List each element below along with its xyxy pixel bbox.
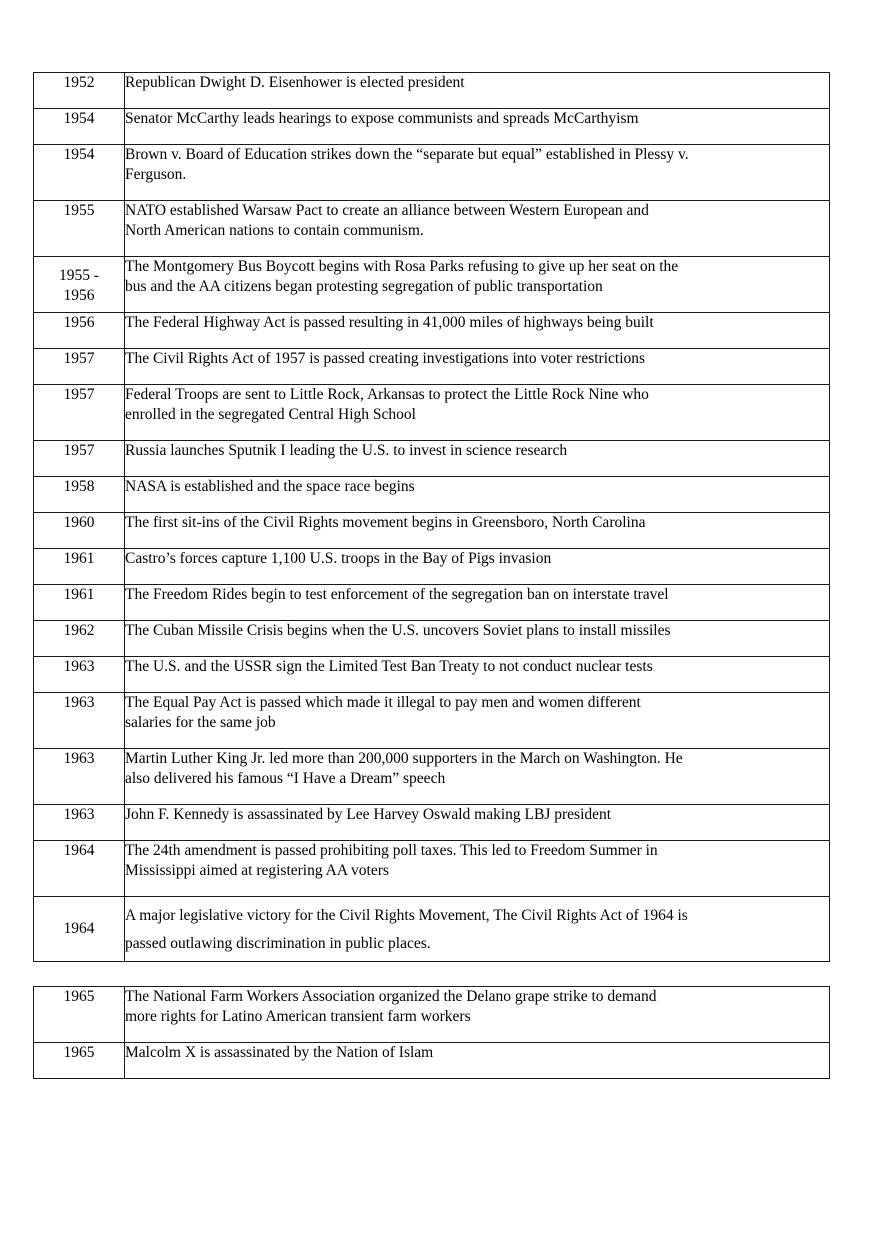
event-text: The Montgomery Bus Boycott begins with Rosa Parks refusing to give up her seat on the bus and the AA citizens began protesting segregation of public transportation [125, 258, 679, 295]
event-text: The 24th amendment is passed prohibiting poll taxes. This led to Freedom Summer in Mississippi aimed at registering AA voters [125, 842, 658, 879]
event-text: The Cuban Missile Crisis begins when the U.S. uncovers Soviet plans to install missiles [125, 622, 671, 639]
table-row [34, 73, 830, 109]
table-row [34, 897, 830, 962]
timeline-table [33, 72, 830, 962]
event-text: The Civil Rights Act of 1957 is passed creating investigations into voter restrictions [125, 350, 646, 367]
event-cell [125, 349, 830, 385]
year-cell: 1962 [34, 621, 125, 657]
year-cell: 1957 [34, 441, 125, 477]
table-row [34, 313, 830, 349]
table-row [34, 657, 830, 693]
year-cell: 1961 [34, 549, 125, 585]
event-cell [125, 109, 830, 145]
event-text: Malcolm X is assassinated by the Nation of Islam [125, 1044, 434, 1061]
event-text: Castro’s forces capture 1,100 U.S. troops in the Bay of Pigs invasion [125, 550, 552, 567]
event-cell [125, 621, 830, 657]
event-cell [125, 805, 830, 841]
table-row [34, 257, 830, 313]
year-cell: 1956 [34, 313, 125, 349]
year-cell: 1964 [34, 897, 125, 962]
table-row [34, 805, 830, 841]
event-cell [125, 549, 830, 585]
table-row [34, 841, 830, 897]
year-cell: 1965 [34, 1043, 125, 1079]
table-row [34, 987, 830, 1043]
event-text: Russia launches Sputnik I leading the U.S. to invest in science research [125, 442, 568, 459]
event-text: The Federal Highway Act is passed resulting in 41,000 miles of highways being built [125, 314, 654, 331]
year-cell: 1954 [34, 109, 125, 145]
year-cell: 1964 [34, 841, 125, 897]
table-row [34, 441, 830, 477]
year-cell: 1963 [34, 693, 125, 749]
table-row [34, 549, 830, 585]
timeline-table-continued [33, 986, 830, 1079]
table-row [34, 349, 830, 385]
event-cell [125, 513, 830, 549]
table-row [34, 145, 830, 201]
event-text: Senator McCarthy leads hearings to expose communists and spreads McCarthyism [125, 110, 639, 127]
year-cell: 1955 - 1956 [34, 257, 125, 313]
year-cell: 1963 [34, 657, 125, 693]
year-cell: 1955 [34, 201, 125, 257]
table-row [34, 201, 830, 257]
event-cell [125, 749, 830, 805]
event-cell [125, 841, 830, 897]
event-text: John F. Kennedy is assassinated by Lee Harvey Oswald making LBJ president [125, 806, 612, 823]
event-text: Federal Troops are sent to Little Rock, Arkansas to protect the Little Rock Nine who enrolled in the segregated Central High School [125, 386, 649, 423]
event-cell [125, 385, 830, 441]
event-cell [125, 313, 830, 349]
year-cell: 1965 [34, 987, 125, 1043]
event-cell [125, 201, 830, 257]
event-cell [125, 657, 830, 693]
event-text: Martin Luther King Jr. led more than 200,000 supporters in the March on Washington. He also delivered his famous “I Have a Dream” speech [125, 750, 683, 787]
event-text: The Freedom Rides begin to test enforcement of the segregation ban on interstate travel [125, 586, 669, 603]
event-cell [125, 693, 830, 749]
event-text: Republican Dwight D. Eisenhower is elected president [125, 74, 465, 91]
event-cell [125, 145, 830, 201]
year-cell: 1952 [34, 73, 125, 109]
table-row [34, 477, 830, 513]
event-cell [125, 441, 830, 477]
event-cell [125, 897, 830, 962]
event-text: The U.S. and the USSR sign the Limited Test Ban Treaty to not conduct nuclear tests [125, 658, 653, 675]
table-row [34, 109, 830, 145]
event-text: The Equal Pay Act is passed which made it illegal to pay men and women different salaries for the same job [125, 694, 641, 731]
year-cell: 1960 [34, 513, 125, 549]
event-text: Brown v. Board of Education strikes down the “separate but equal” established in Plessy v. Ferguson. [125, 146, 689, 183]
event-cell [125, 477, 830, 513]
event-cell [125, 257, 830, 313]
event-cell [125, 987, 830, 1043]
table-row [34, 385, 830, 441]
table-row [34, 693, 830, 749]
year-cell: 1954 [34, 145, 125, 201]
event-cell [125, 73, 830, 109]
event-text: The National Farm Workers Association organized the Delano grape strike to demand more rights for Latino American transient farm workers [125, 988, 657, 1025]
year-cell: 1957 [34, 349, 125, 385]
year-cell: 1957 [34, 385, 125, 441]
table-row [34, 1043, 830, 1079]
event-text: A major legislative victory for the Civil Rights Movement, The Civil Rights Act of 1964 is passed outlawing discrimination in public places. [125, 907, 688, 952]
table-row [34, 749, 830, 805]
event-cell [125, 585, 830, 621]
year-cell: 1963 [34, 805, 125, 841]
event-text: NATO established Warsaw Pact to create an alliance between Western European and North American nations to contain communism. [125, 202, 649, 239]
table-row [34, 585, 830, 621]
year-cell: 1958 [34, 477, 125, 513]
event-cell [125, 1043, 830, 1079]
year-cell: 1963 [34, 749, 125, 805]
table-row [34, 621, 830, 657]
event-text: The first sit-ins of the Civil Rights movement begins in Greensboro, North Carolina [125, 514, 646, 531]
event-text: NASA is established and the space race begins [125, 478, 415, 495]
year-cell: 1961 [34, 585, 125, 621]
table-row [34, 513, 830, 549]
